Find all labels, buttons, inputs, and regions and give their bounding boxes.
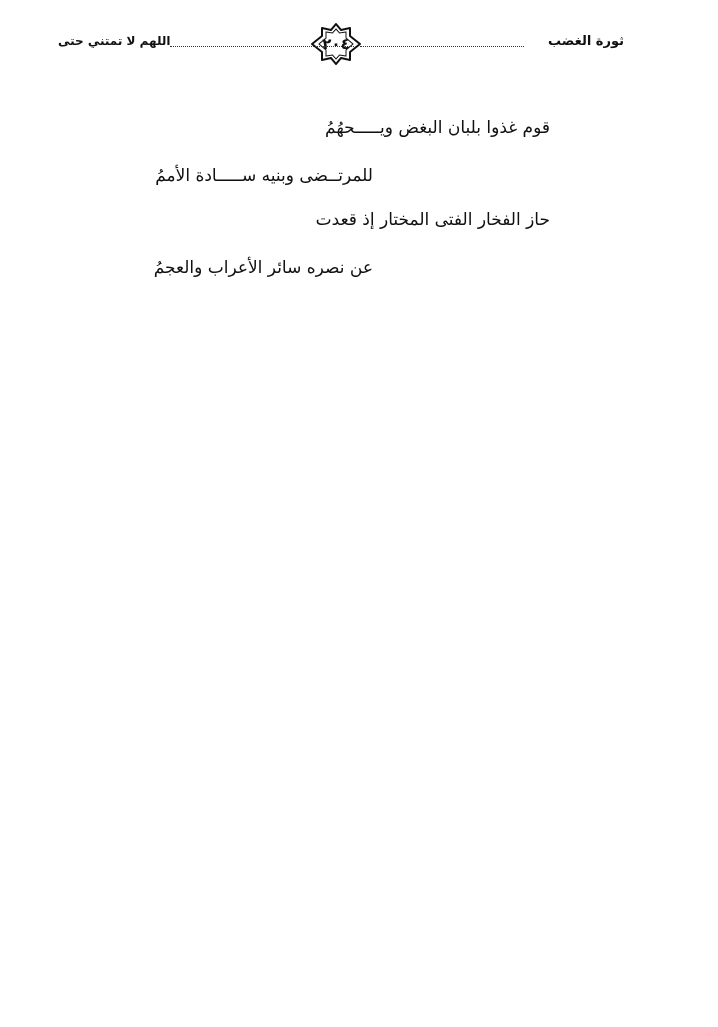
verse-1-second-hemistich: للمرتــضى وبنيه ســـــادة الأممُ — [155, 166, 373, 186]
verse-2-first-hemistich: حاز الفخار الفتى المختار إذ قعدت — [315, 210, 550, 230]
page-number: ٢٠٤ — [322, 35, 350, 53]
chapter-title: اللهم لا تمتني حتى — [58, 34, 171, 48]
verse-1-first-hemistich: قوم غذوا بلبان البغض ويـــــحهُمُ — [325, 118, 550, 138]
book-title: ثورة الغضب — [548, 34, 624, 49]
verse-2-second-hemistich: عن نصره سائر الأعراب والعجمُ — [153, 258, 373, 278]
